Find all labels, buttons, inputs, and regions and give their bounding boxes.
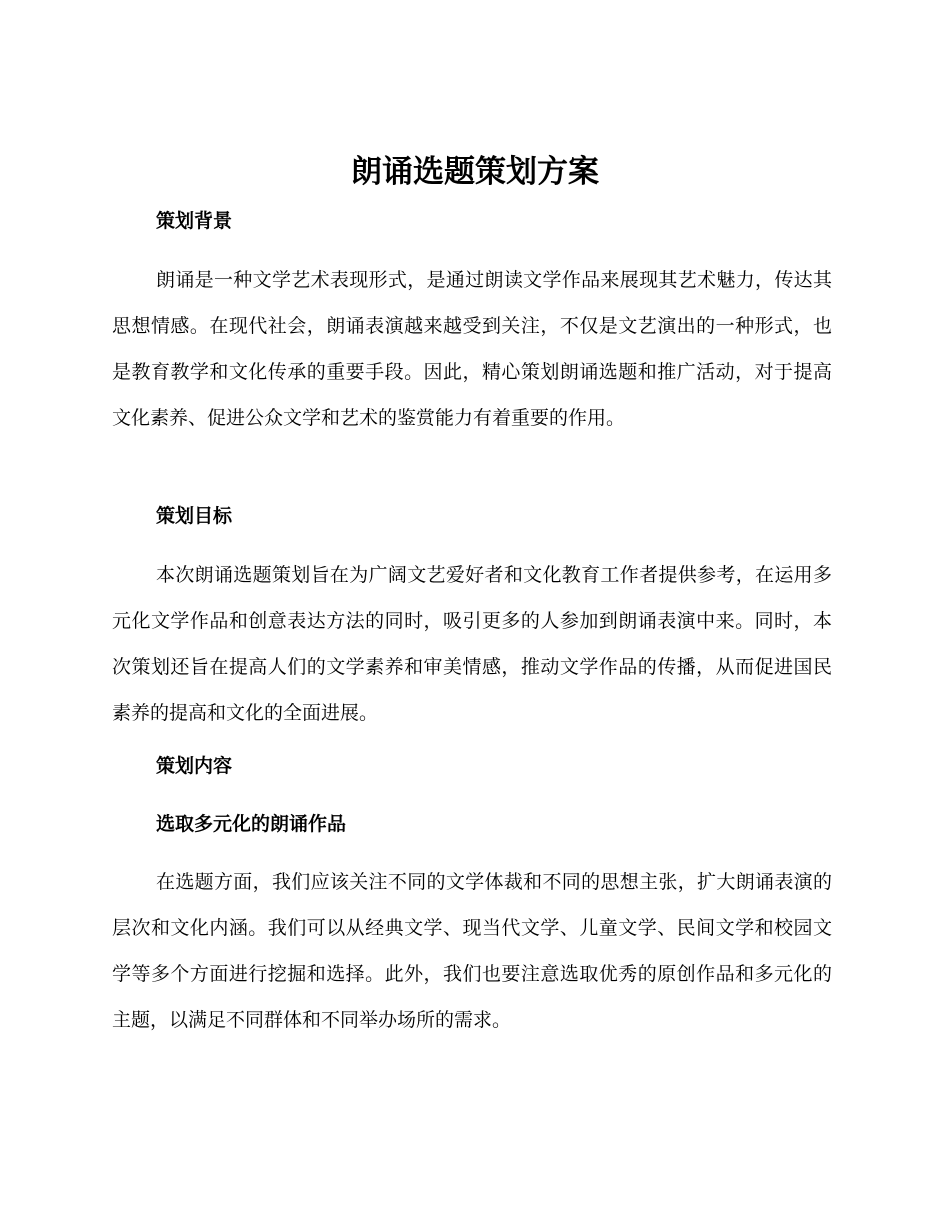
section-heading-content: 策划内容 <box>156 755 233 777</box>
document-title: 朗诵选题策划方案 <box>351 154 599 190</box>
section-paragraph-background: 朗诵是一种文学艺术表现形式，是通过朗读文学作品来展现其艺术魅力，传达其思想情感。在现代社会，朗诵表演越来越受到关注，不仅是文艺演出的一种形式，也是教育教学和文化传承的重要手段。因此，精心策划朗诵选题和推广活动，对于提高文化素养、促进公众文学和艺术的鉴赏能力有着重要的作用。 <box>112 269 832 429</box>
section-paragraph-content: 在选题方面，我们应该关注不同的文学体裁和不同的思想主张，扩大朗诵表演的层次和文化内涵。我们可以从经典文学、现当代文学、儿童文学、民间文学和校园文学等多个方面进行挖掘和选择。此外，我们也要注意选取优秀的原创作品和多元化的主题，以满足不同群体和不同举办场所的需求。 <box>112 871 832 1031</box>
subsection-heading-works: 选取多元化的朗诵作品 <box>156 813 347 835</box>
section-heading-goal: 策划目标 <box>156 505 233 527</box>
section-paragraph-goal: 本次朗诵选题策划旨在为广阔文艺爱好者和文化教育工作者提供参考，在运用多元化文学作品和创意表达方法的同时，吸引更多的人参加到朗诵表演中来。同时，本次策划还旨在提高人们的文学素养和审美情感，推动文学作品的传播，从而促进国民素养的提高和文化的全面进展。 <box>112 564 832 724</box>
section-heading-background: 策划背景 <box>156 210 233 232</box>
